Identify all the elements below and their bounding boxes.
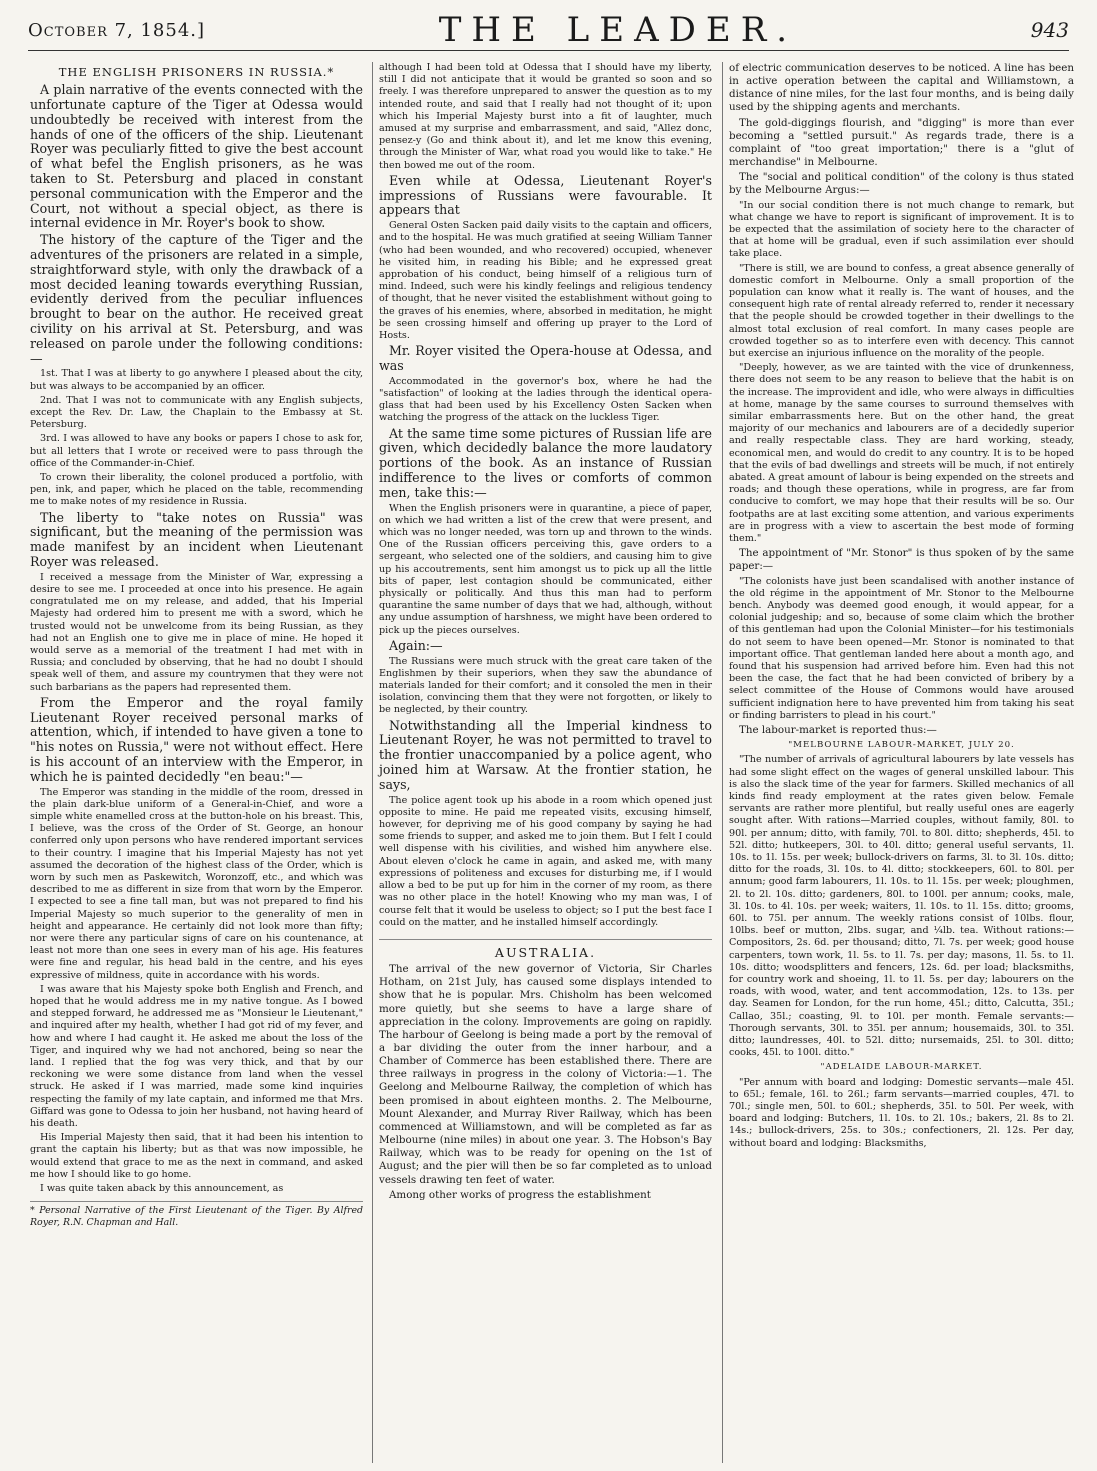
- paragraph: Mr. Royer visited the Opera-house at Odessa, and was: [379, 343, 712, 374]
- quote-paragraph: 3rd. I was allowed to have any books or papers I chose to ask for, but all letters that I wrote or received were to pass through the office of the Commander-in-Chief.: [30, 433, 363, 469]
- quote-paragraph: General Osten Sacken paid daily visits to the captain and officers, and to the hospital. He was much gratified at seeing William Tanner (who had been wounded, and who recovered) occupied, whenever he visited him, in reading his Bible; and he expressed great approbation of his conduct, being himself of a religious turn of mind. Indeed, such were his kindly feelings and religious tendency of thought, that he never visited the establishment without going to the graves of his enemies, where, absorbed in meditation, he might be seen crossing himself and offering up prayer to the Lord of Hosts.: [379, 220, 712, 342]
- quote-paragraph: 1st. That I was at liberty to go anywhere I pleased about the city, but was always to be accompanied by an officer.: [30, 368, 363, 392]
- paragraph: Among other works of progress the establishment: [389, 1188, 651, 1201]
- column-3: [722, 62, 1074, 1463]
- paragraph: Even while at Odessa, Lieutenant Royer's impressions of Russians were favourable. It appears that: [379, 172, 712, 218]
- quote-paragraph: To crown their liberality, the colonel produced a portfolio, with pen, ink, and paper, which he placed on the table, recommending me to make notes of my residence in Russia.: [30, 471, 363, 508]
- quote-paragraph: When the English prisoners were in quarantine, a piece of paper, on which we had written a list of the crew that were present, and which was no longer needed, was torn up and thrown to the winds. One of the Russian officers perceiving this, gave orders to a sergeant, who selected one of the soldiers, and causing him to give up his accoutrements, sent him amongst us to pick up all the little bits of paper, lest contagion should be communicated, either physically or politically. And thus this man had to perform quarantine the same number of days that we had, although, without any undue assumption of harshness, we might have been ordered to pick up the pieces ourselves.: [379, 502, 712, 636]
- footnote: * Personal Narrative of the First Lieutenant of the Tiger. By Alfred Royer, R.N. Chapman and Hall.: [30, 1201, 363, 1229]
- paragraph: At the same time some pictures of Russian life are given, which decidedly balance the more laudatory portions of the book. As an instance of Russian indifference to the lives or comforts of common men, take this:—: [379, 425, 712, 500]
- quote-paragraph: I received a message from the Minister of War, expressing a desire to see me. I proceeded at once into his presence. He again congratulated me on my release, and added, that his Imperial Majesty had ordered him to present me with a sword, which he trusted would not be unwelcome from its being Russian, as they had not an English one to give me in place of mine. He hoped it would serve as a memorial of the treatment I had met with in Russia; and concluded by observing, that he had no doubt I should speak well of them, and assure my countrymen that they were not such barbarians as the papers had represented them.: [30, 571, 363, 693]
- quote-paragraph: "There is still, we are bound to confess, a great absence generally of domestic comfort in Melbourne. Only a small proportion of the population can know what it really is. The want of houses, and the consequent high rate of rental already referred to, render it necessary that the people should be crowded together in their dwellings to the almost total exclusion of real comfort. In many cases people are crowded together so as to interfere even with decency. This cannot but exercise an injurious influence on the morality of the people.: [729, 262, 1074, 359]
- quote-paragraph: His Imperial Majesty then said, that it had been his intention to grant the captain his liberty; but as that was now impossible, he would extend that grace to me as the next in command, and asked me how I should like to go home.: [30, 1132, 363, 1180]
- column-1: [30, 62, 363, 1463]
- quote-paragraph: "The number of arrivals of agricultural labourers by late vessels has had some slight effect on the wages of general unskilled labour. This is also the slack time of the year for farmers. Skilled mechanics of all kinds find ready employment at the rates given below. Female servants are rather more plentiful, but really useful ones are eagerly sought after. With rations—Married couples, without family, 80l. to 90l. per annum; ditto, with family, 70l. to 80l. ditto; shepherds, 45l. to 52l. ditto; hutkeepers, 30l. to 40l. ditto; general useful servants, 1l. 10s. to 1l. 15s. per week; bullock-drivers on farms, 3l. to 3l. 10s. ditto; ditto for the roads, 3l. 10s. to 4l. ditto; stockkeepers, 60l. to 80l. per annum; good farm labourers, 1l. 10s. to 1l. 15s. per week; ploughmen, 2l. to 2l. 10s. ditto; gardeners, 80l. to 100l. per annum; cooks, male, 3l. 10s. to 4l. 10s. per week; waiters, 1l. 10s. to 1l. 15s. ditto; grooms, 60l. to 75l. per annum. The weekly rations consist of 10lbs. flour, 10lbs. beef or mutton, 2lbs. sugar, and ¼lb. tea. Without rations:—Compositors, 2s. 6d. per thousand; ditto, 7l. 7s. per week; good house carpenters, town work, 1l. 5s. to 1l. 7s. per day; masons, 1l. 5s. to 1l. 10s. ditto; woodsplitters and fencers, 12s. 6d. per load; blacksmiths, for country work and shoeing, 1l. to 1l. 5s. per day; labourers on the roads, with wood, water, and tent accommodation, 12s. to 13s. per day. Seamen for London, for the run home, 45l.; ditto, Calcutta, 35l.; Callao, 35l.; coasting, 9l. to 10l. per month. Female servants:—Thorough servants, 30l. to 35l. per annum; housemaids, 30l. to 35l. ditto; laundresses, 40l. to 52l. ditto; nursemaids, 25l. to 30l. ditto; cooks, 45l. to 100l. ditto.": [729, 754, 1074, 1059]
- quote-paragraph: I was aware that his Majesty spoke both English and French, and hoped that he would address me in my native tongue. As I bowed and stepped forward, he addressed me as "Monsieur le Lieutenant," and inquired after my health, whether I had got rid of my fever, and how and where I had caught it. He asked me about the loss of the Tiger, and inquired why we had not anchored, being so near the land. I replied that the fog was very thick, and that by our reckoning we were some distance from land when the vessel struck. He asked if I was married, made some kind inquiries respecting the family of my late captain, and informed me that Mrs. Giffard was gone to Odessa to join her husband, not having heard of his death.: [30, 983, 363, 1130]
- paragraph: The liberty to "take notes on Russia" was significant, but the meaning of the permission was made manifest by an incident when Lieutenant Royer was released.: [30, 509, 363, 569]
- masthead: [28, 10, 1069, 51]
- issue-date: October 7, 1854.]: [28, 19, 206, 41]
- quote-paragraph: "Deeply, however, as we are tainted with the vice of drunkenness, there does not seem to be any reason to believe that the habit is on the increase. The improvident and idle, who were always in difficulties at home, manage by the same courses to surround themselves with similar embarrassments here. But on the other hand, the great majority of our mechanics and labourers are of a decidedly superior and really respectable class. They are hard working, steady, economical men, and would do credit to any country. It is to be hoped that the evils of bad dwellings and streets will be much, if not entirely abated. A great amount of labour is being expended on the streets and roads; and though these operations, while in progress, are far from conducive to comfort, we may hope that their results will be so. Our footpaths are at last exciting some attention, and various experiments are in progress with a view to ascertain the best mode of forming them.": [729, 362, 1074, 545]
- paragraph: From the Emperor and the royal family Lieutenant Royer received personal marks of attention, which, if intended to have given a tone to "his notes on Russia," were not without effect. Here is his account of an interview with the Emperor, in which he is painted decidedly "en beau:"—: [30, 694, 363, 784]
- paragraph: of electric communication deserves to be noticed. A line has been in active operation between the capital and Williamstown, a distance of nine miles, for the last four months, and is being daily used by the shipping agents and merchants.: [729, 62, 1074, 114]
- quote-paragraph: 2nd. That I was not to communicate with any English subjects, except the Rev. Dr. Law, the Chaplain to the Embassy at St. Petersburg.: [30, 394, 363, 431]
- paragraph: The arrival of the new governor of Victoria, Sir Charles Hotham, on 21st July, has caused some displays intended to show that he is popular. Mrs. Chisholm has been welcomed more quietly, but she seems to have a large share of appreciation in the colony. Improvements are going on rapidly. The harbour of Geelong is being made a port by the removal of a bar dividing the outer from the inner harbour, and a Chamber of Commerce has been established there. There are three railways in progress in the colony of Victoria:—1. The Geelong and Melbourne Railway, the completion of which has been promised in about eighteen months. 2. The Melbourne, Mount Alexander, and Murray River Railway, which has been commenced at Williamstown, and will be completed as far as Melbourne (nine miles) in about one year. 3. The Hobson's Bay Railway, which was to be ready for opening on the 1st of August; and the pier will then be so far completed as to unload vessels drawing ten feet of water.: [379, 963, 712, 1186]
- quote-paragraph: "The colonists have just been scandalised with another instance of the old régime in the appointment of Mr. Stonor to the Melbourne bench. Anybody was deemed good enough, it would appear, for a colonial judgeship; and so, because of some claim which the brother of this gentleman had upon the Colonial Minister—for his testimonials do not seem to have been opened—Mr. Stonor is nominated to that important office. That gentleman landed here about a month ago, and found that his suspension had arrived before him. Even had this not been the case, the fact that he had been convicted of bribery by a select committee of the House of Commons would have aroused sufficient indignation here to have prevented him from taking his seat or finding barristers to plead in his court.": [729, 575, 1074, 721]
- quote-paragraph: The Russians were much struck with the great care taken of the Englishmen by their superiors, when they saw the abundance of materials landed for their comfort; and it consoled the men in their isolation, convincing them that they were not forgotten, or likely to be neglected, by their country.: [379, 655, 712, 716]
- paragraph: The history of the capture of the Tiger and the adventures of the prisoners are related in a simple, straightforward style, with only the drawback of a most decided leaning towards everything Russian, evidently derived from the peculiar influences brought to bear on the author. He received great civility on his arrival at St. Petersburg, and was released on parole under the following conditions:—: [30, 232, 363, 366]
- paragraph: The labour-market is reported thus:—: [739, 724, 937, 736]
- quote-paragraph: The Emperor was standing in the middle of the room, dressed in the plain dark-blue uniform of a General-in-Chief, and wore a simple white enamelled cross at the button-hole on his breast. This, I believe, was the cross of the Order of St. George, an honour conferred only upon persons who have rendered important services to their country. I imagine that his Imperial Majesty has not yet assumed the decoration of the highest class of the Order, which is worn by such men as Paskewitch, Woronzoff, etc., and which was described to me as different in size from that worn by the Emperor. I expected to see a fine tall man, but was not prepared to find his Imperial Majesty so much superior to the generality of men in height and appearance. He certainly did not look more than fifty; nor were there any particular signs of care on his countenance, at least not more than one sees in every man of his age. His features were fine and regular, his head bald in the centre, and his eyes expressive of mildness, quite in accordance with his words.: [30, 786, 363, 981]
- quote-paragraph: The police agent took up his abode in a room which opened just opposite to mine. He paid me repeated visits, excusing himself, however, for depriving me of his good company by saying he had some friends to supper, and asked me to join them. But I felt I could well dispense with his civilities, and wished him anywhere else. About eleven o'clock he came in again, and asked me, with many expressions of politeness and excuses for disturbing me, if I would allow a bed to be put up for him in the corner of my room, as there was no other place in the hotel! Knowing who my man was, I of course felt that it would be useless to object; so I put the best face I could on the matter, and he installed himself accordingly.: [379, 794, 712, 928]
- section-title-australia: AUSTRALIA.: [379, 939, 712, 959]
- quote-paragraph: although I had been told at Odessa that I should have my liberty, still I did not anticipate that it would be granted so soon and so freely. I was therefore unprepared to answer the question as to my intended route, and said that I really had not thought of it; upon which his Imperial Majesty burst into a fit of laughter, much amused at my surprise and embarrassment, and said, "Allez donc, pensez-y (Go and think about it), and let me know this evening, through the Minister of War, what road you would like to take." He then bowed me out of the room.: [379, 62, 712, 171]
- subheading: "ADELAIDE LABOUR-MARKET.: [820, 1062, 983, 1073]
- paragraph: The gold-diggings flourish, and "digging" is more than ever becoming a "settled pursuit." As regards trade, there is a complaint of "too great importation;" there is a "glut of merchandise" in Melbourne.: [729, 116, 1074, 169]
- quote-paragraph: "Per annum with board and lodging: Domestic servants—male 45l. to 65l.; female, 16l. to 26l.; farm servants—married couples, 47l. to 70l.; single men, 50l. to 60l.; shepherds, 35l. to 50l. Per week, with board and lodging: Butchers, 1l. 10s. to 2l. 10s.; bakers, 2l. 8s to 2l. 14s.; bullock-drivers, 25s. to 30s.; confectioners, 2l. 12s. Per day, without board and lodging: Blacksmiths,: [729, 1076, 1074, 1149]
- paragraph: A plain narrative of the events connected with the unfortunate capture of the Tiger at Odessa would undoubtedly be received with interest from the hands of one of the officers of the ship. Lieutenant Royer was peculiarly fitted to give the best account of what befel the English prisoners, as he was taken to St. Petersburg and placed in constant personal communication with the Emperor and the Court, not without a special object, as there is internal evidence in Mr. Royer's book to show.: [30, 82, 363, 231]
- paragraph: Again:—: [389, 637, 443, 653]
- paragraph: The appointment of "Mr. Stonor" is thus spoken of by the same paper:—: [729, 547, 1074, 573]
- subheading: "MELBOURNE LABOUR-MARKET, JULY 20.: [788, 740, 1015, 751]
- paragraph: The "social and political condition" of the colony is thus stated by the Melbourne Argus:—: [729, 171, 1074, 197]
- article-title: THE ENGLISH PRISONERS IN RUSSIA.*: [58, 65, 335, 79]
- quote-paragraph: Accommodated in the governor's box, where he had the "satisfaction" of looking at the ladies through the identical opera-glass that had been used by his Excellency Osten Sacken when watching the progress of the attack on the luckless Tiger.: [379, 375, 712, 424]
- paragraph: Notwithstanding all the Imperial kindness to Lieutenant Royer, he was not permitted to travel to the frontier unaccompanied by a police agent, who joined him at Warsaw. At the frontier station, he says,: [379, 717, 712, 792]
- newspaper-title: THE LEADER.: [438, 10, 798, 50]
- quote-paragraph: "In our social condition there is not much change to remark, but what change we have to report is significant of improvement. It is to be expected that the assimilation of society here to the character of that at home will be gradual, even if such assimilation ever should take place.: [729, 199, 1074, 260]
- quote-paragraph: I was quite taken aback by this announcement, as: [40, 1183, 284, 1195]
- page-number: 943: [1030, 18, 1069, 42]
- column-2: [372, 62, 712, 1463]
